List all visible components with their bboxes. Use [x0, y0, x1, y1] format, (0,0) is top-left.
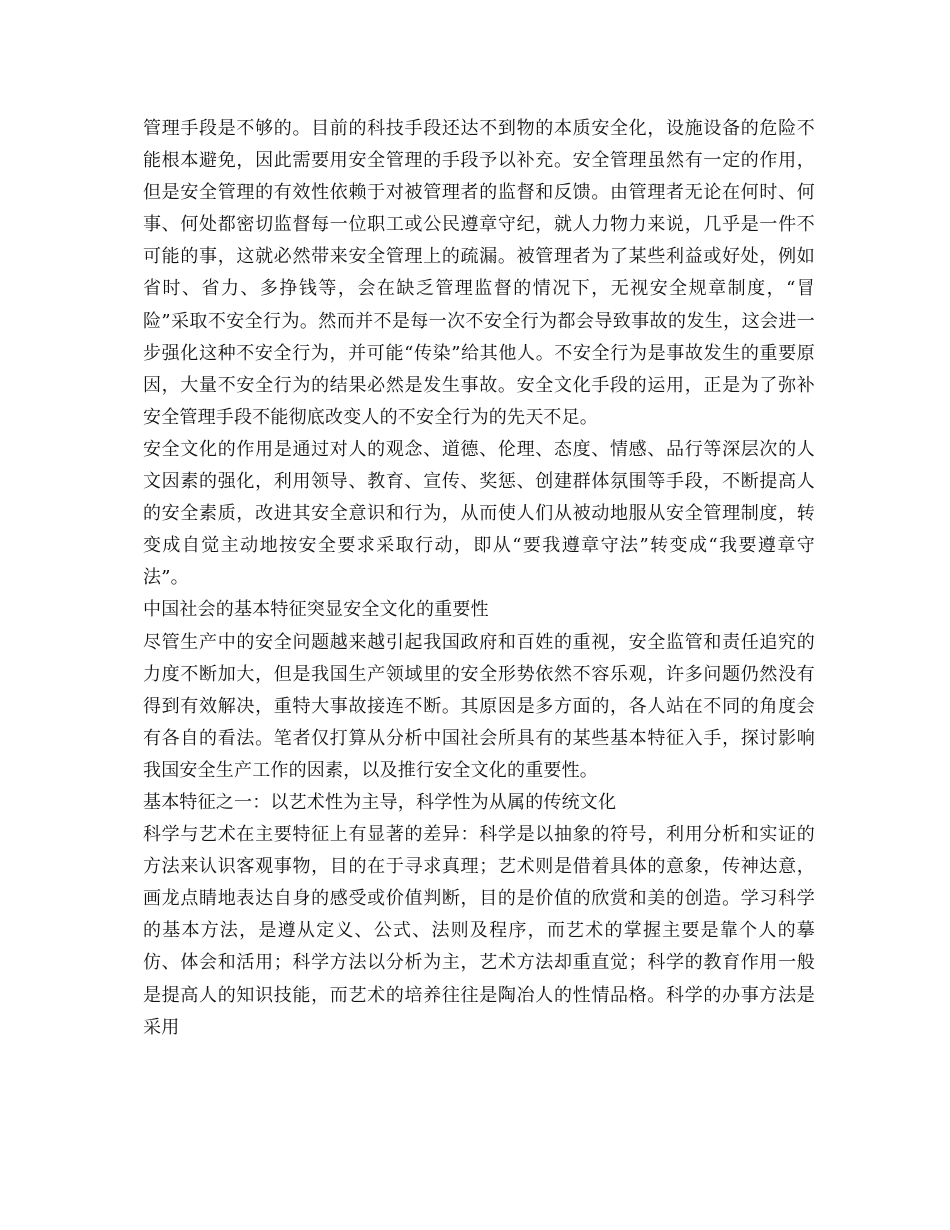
paragraph-safety-culture-role: 安全文化的作用是通过对人的观念、道德、伦理、态度、情感、品行等深层次的人文因素的强化，利用领导、教育、宣传、奖惩、创建群体氛围等手段，不断提高人的安全素质，改进其安全意识和行为，从而使人们从被动地服从安全管理制度，转变成自觉主动地按安全要求采取行动，即从“要我遵章守法”转变成“我要遵章守法”。 — [143, 438, 815, 589]
paragraph-safety-situation: 尽管生产中的安全问题越来越引起我国政府和百姓的重视，安全监管和责任追究的力度不断加大，但是我国生产领域里的安全形势依然不容乐观，许多问题仍然没有得到有效解决，重特大事故接连不断。其原因是多方面的，各人站在不同的角度会有各自的看法。笔者仅打算从分析中国社会所具有的某些基本特征入手，探讨影响我国安全生产工作的因素，以及推行安全文化的重要性。 — [143, 631, 815, 781]
paragraph-safety-management: 管理手段是不够的。目前的科技手段还达不到物的本质安全化，设施设备的危险不能根本避免，因此需要用安全管理的手段予以补充。安全管理虽然有一定的作用，但是安全管理的有效性依赖于对被管理者的监督和反馈。由管理者无论在何时、何事、何处都密切监督每一位职工或公民遵章守纪，就人力物力来说，几乎是一件不可能的事，这就必然带来安全管理上的疏漏。被管理者为了某些利益或好处，例如省时、省力、多挣钱等，会在缺乏管理监督的情况下，无视安全规章制度，“冒险”采取不安全行为。然而并不是每一次不安全行为都会导致事故的发生，这会进一步强化这种不安全行为，并可能“传染”给其他人。不安全行为是事故发生的重要原因，大量不安全行为的结果必然是发生事故。安全文化手段的运用，正是为了弥补安全管理手段不能彻底改变人的不安全行为的先天不足。 — [143, 118, 815, 428]
section-heading-feature-one: 基本特征之一：以艺术性为主导，科学性为从属的传统文化 — [143, 791, 617, 813]
section-heading-social-features: 中国社会的基本特征突显安全文化的重要性 — [143, 599, 489, 621]
paragraph-science-vs-art: 科学与艺术在主要特征上有显著的差异：科学是以抽象的符号，利用分析和实证的方法来认识客观事物，目的在于寻求真理；艺术则是借着具体的意象，传神达意，画龙点睛地表达自身的感受或价值判断，目的是价值的欣赏和美的创造。学习科学的基本方法，是遵从定义、公式、法则及程序，而艺术的掌握主要是靠个人的摹仿、体会和活用；科学方法以分析为主，艺术方法却重直觉；科学的教育作用一般是提高人的知识技能，而艺术的培养往往是陶冶人的性情品格。科学的办事方法是采用 — [143, 824, 815, 1038]
document-body — [143, 113, 815, 1044]
